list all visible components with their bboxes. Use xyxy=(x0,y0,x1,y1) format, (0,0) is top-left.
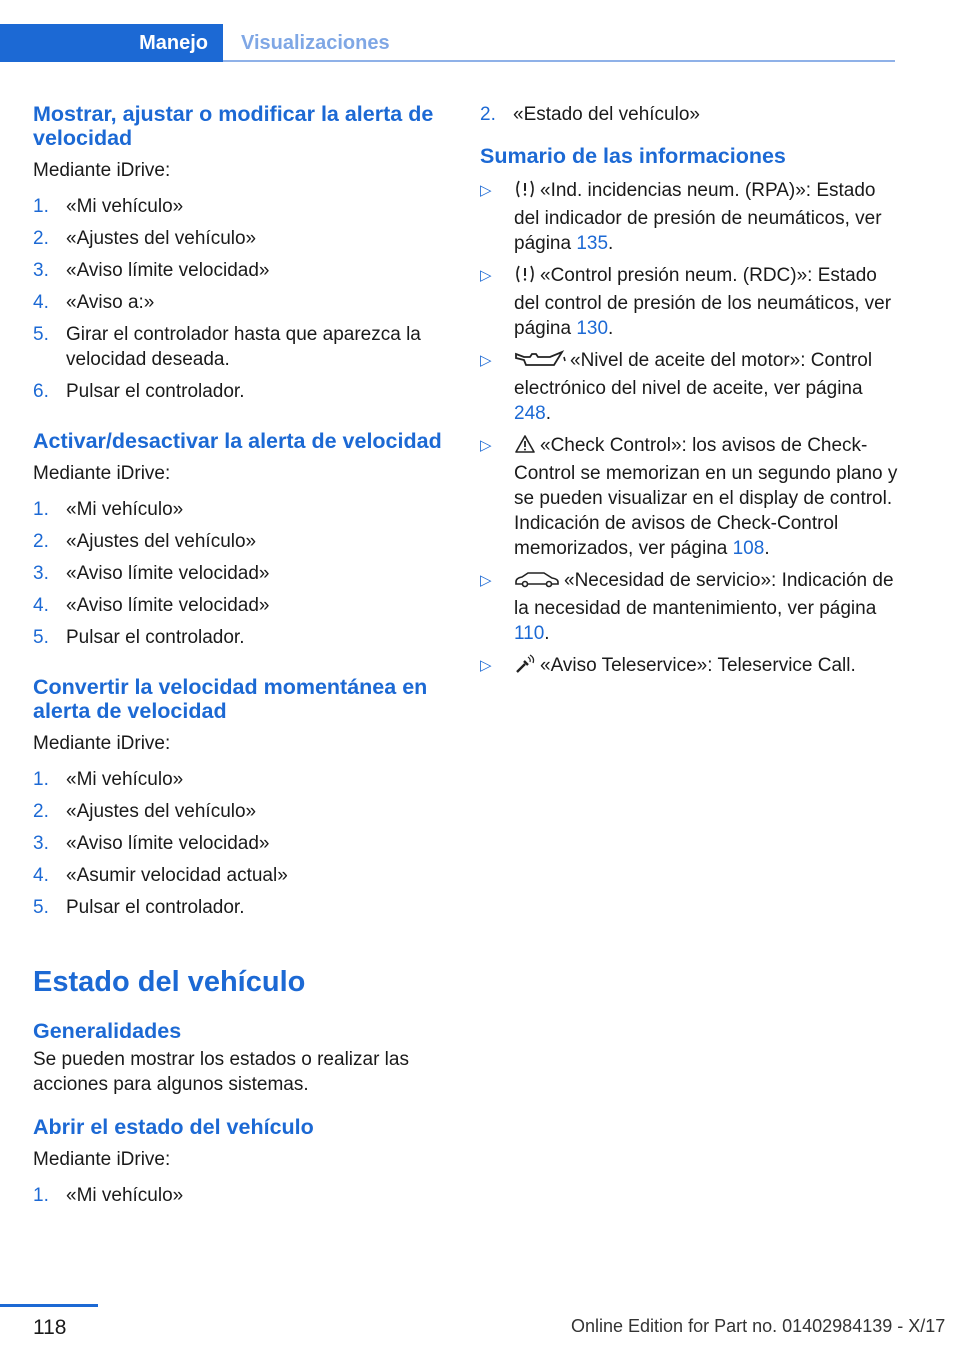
step-number: 4. xyxy=(33,865,49,886)
step-number: 1. xyxy=(33,1185,49,1206)
step-text: Pulsar el controlador. xyxy=(66,381,245,402)
bullet-triangle-icon: ▷ xyxy=(480,267,492,284)
step-text: Pulsar el controlador. xyxy=(66,897,245,918)
edition-text: Online Edition for Part no. 01402984139 - X/17 xyxy=(571,1316,946,1336)
page-number: 118 xyxy=(33,1316,67,1339)
section-title: Generalidades xyxy=(33,1019,182,1043)
tab-visualizaciones[interactable]: Visualizaciones xyxy=(241,31,390,54)
step-text: «Mi vehículo» xyxy=(66,1185,184,1206)
step-number: 5. xyxy=(33,627,49,648)
section-text: Se pueden mostrar los estados o realizar las acciones para algunos sistemas. xyxy=(33,1049,409,1095)
item-text-end: . xyxy=(608,318,614,339)
steps-list-continued xyxy=(480,102,900,127)
list-item xyxy=(33,497,453,522)
item-text: «Nivel de aceite del motor»: Control electrónico del nivel de aceite, ver página xyxy=(514,350,873,399)
list-item xyxy=(33,767,453,792)
steps-list xyxy=(33,767,453,920)
step-number: 3. xyxy=(33,563,49,584)
warning-triangle-icon xyxy=(514,434,536,461)
step-text: Girar el controlador hasta que aparezca la velocidad deseada. xyxy=(66,324,421,370)
list-item xyxy=(480,653,900,681)
step-number: 4. xyxy=(33,292,49,313)
list-item xyxy=(33,895,453,920)
step-text: «Ajustes del vehículo» xyxy=(66,801,257,822)
step-number: 4. xyxy=(33,595,49,616)
page-link[interactable]: 130 xyxy=(576,318,609,339)
list-item xyxy=(33,799,453,824)
section-title: Convertir la velocidad momentánea en alerta de velocidad xyxy=(33,675,428,723)
item-text-end: . xyxy=(545,403,551,424)
section-title: Activar/desactivar la alerta de velocidad xyxy=(33,429,442,453)
via-idrive: Mediante iDrive: xyxy=(33,1149,171,1170)
bullet-triangle-icon: ▷ xyxy=(480,572,492,589)
right-column xyxy=(480,102,900,688)
step-text: Pulsar el controlador. xyxy=(66,627,245,648)
item-text: «Control presión neum. (RDC)»: Estado del control de presión de los neumáticos, ver página xyxy=(514,265,892,339)
bullet-triangle-icon: ▷ xyxy=(480,182,492,199)
step-number: 6. xyxy=(33,381,49,402)
list-item xyxy=(33,593,453,618)
step-text: «Asumir velocidad actual» xyxy=(66,865,288,886)
header-bar xyxy=(0,24,895,62)
header-divider xyxy=(223,60,895,62)
step-text: «Mi vehículo» xyxy=(66,769,184,790)
list-item xyxy=(33,1183,453,1208)
step-text: «Aviso a:» xyxy=(66,292,155,313)
list-item xyxy=(480,178,900,256)
list-item xyxy=(480,102,900,127)
list-item xyxy=(33,194,453,219)
step-number: 5. xyxy=(33,897,49,918)
tire-warning-icon xyxy=(514,264,536,291)
list-item xyxy=(33,379,453,404)
list-item xyxy=(33,290,453,315)
steps-list xyxy=(33,1183,453,1208)
section-title: Sumario de las informaciones xyxy=(480,144,786,168)
section-title: Mostrar, ajustar o modificar la alerta de velocidad xyxy=(33,102,434,150)
steps-list xyxy=(33,497,453,650)
step-number: 1. xyxy=(33,196,49,217)
list-item xyxy=(480,348,900,426)
list-item xyxy=(33,831,453,856)
step-number: 5. xyxy=(33,324,49,345)
page-link[interactable]: 110 xyxy=(514,623,545,644)
list-item xyxy=(33,529,453,554)
list-item xyxy=(33,625,453,650)
left-column xyxy=(33,102,453,1215)
item-text-end: . xyxy=(764,538,770,559)
chapter-title: Estado del vehículo xyxy=(33,966,306,998)
item-text-end: . xyxy=(608,233,614,254)
teleservice-icon xyxy=(514,654,536,681)
page-link[interactable]: 248 xyxy=(514,403,546,424)
step-text: «Ajustes del vehículo» xyxy=(66,531,257,552)
list-item xyxy=(480,568,900,646)
info-list xyxy=(480,178,900,681)
step-text: «Estado del vehículo» xyxy=(513,104,700,125)
step-text: «Aviso límite velocidad» xyxy=(66,833,270,854)
tire-warning-icon xyxy=(514,179,536,206)
step-text: «Aviso límite velocidad» xyxy=(66,260,270,281)
step-number: 1. xyxy=(33,499,49,520)
page-link[interactable]: 135 xyxy=(576,233,609,254)
tab-manejo[interactable]: Manejo xyxy=(0,24,223,62)
bullet-triangle-icon: ▷ xyxy=(480,437,492,454)
via-idrive: Mediante iDrive: xyxy=(33,733,171,754)
list-item xyxy=(480,263,900,341)
via-idrive: Mediante iDrive: xyxy=(33,463,171,484)
oil-can-icon xyxy=(514,349,566,376)
item-text: «Necesidad de servicio»: Indicación de la necesidad de mantenimiento, ver página xyxy=(514,570,894,619)
step-number: 2. xyxy=(33,801,49,822)
list-item xyxy=(480,433,900,561)
step-number: 3. xyxy=(33,833,49,854)
step-text: «Mi vehículo» xyxy=(66,499,184,520)
bullet-triangle-icon: ▷ xyxy=(480,657,492,674)
list-item xyxy=(33,322,453,372)
step-number: 2. xyxy=(33,531,49,552)
step-number: 2. xyxy=(480,104,496,125)
footer-divider xyxy=(0,1304,98,1307)
list-item xyxy=(33,561,453,586)
item-text-end: . xyxy=(544,623,550,644)
step-text: «Aviso límite velocidad» xyxy=(66,563,270,584)
steps-list xyxy=(33,194,453,404)
step-text: «Ajustes del vehículo» xyxy=(66,228,257,249)
step-number: 3. xyxy=(33,260,49,281)
step-number: 1. xyxy=(33,769,49,790)
list-item xyxy=(33,226,453,251)
section-title: Abrir el estado del vehículo xyxy=(33,1115,314,1139)
via-idrive: Mediante iDrive: xyxy=(33,160,171,181)
bullet-triangle-icon: ▷ xyxy=(480,352,492,369)
item-text: «Ind. incidencias neum. (RPA)»: Estado del indicador de presión de neumáticos, ver página xyxy=(514,180,882,254)
page-link[interactable]: 108 xyxy=(732,538,765,559)
list-item xyxy=(33,258,453,283)
item-text: «Check Control»: los avisos de Check-Control se memorizan en un segundo plano y se pueden visualizar en el display de control. Indicación de avisos de Check-Control memorizados, ver página xyxy=(514,435,898,559)
list-item xyxy=(33,863,453,888)
service-car-icon xyxy=(514,569,560,596)
item-text: «Aviso Teleservice»: Teleservice Call. xyxy=(540,655,856,676)
step-text: «Mi vehículo» xyxy=(66,196,184,217)
step-number: 2. xyxy=(33,228,49,249)
step-text: «Aviso límite velocidad» xyxy=(66,595,270,616)
